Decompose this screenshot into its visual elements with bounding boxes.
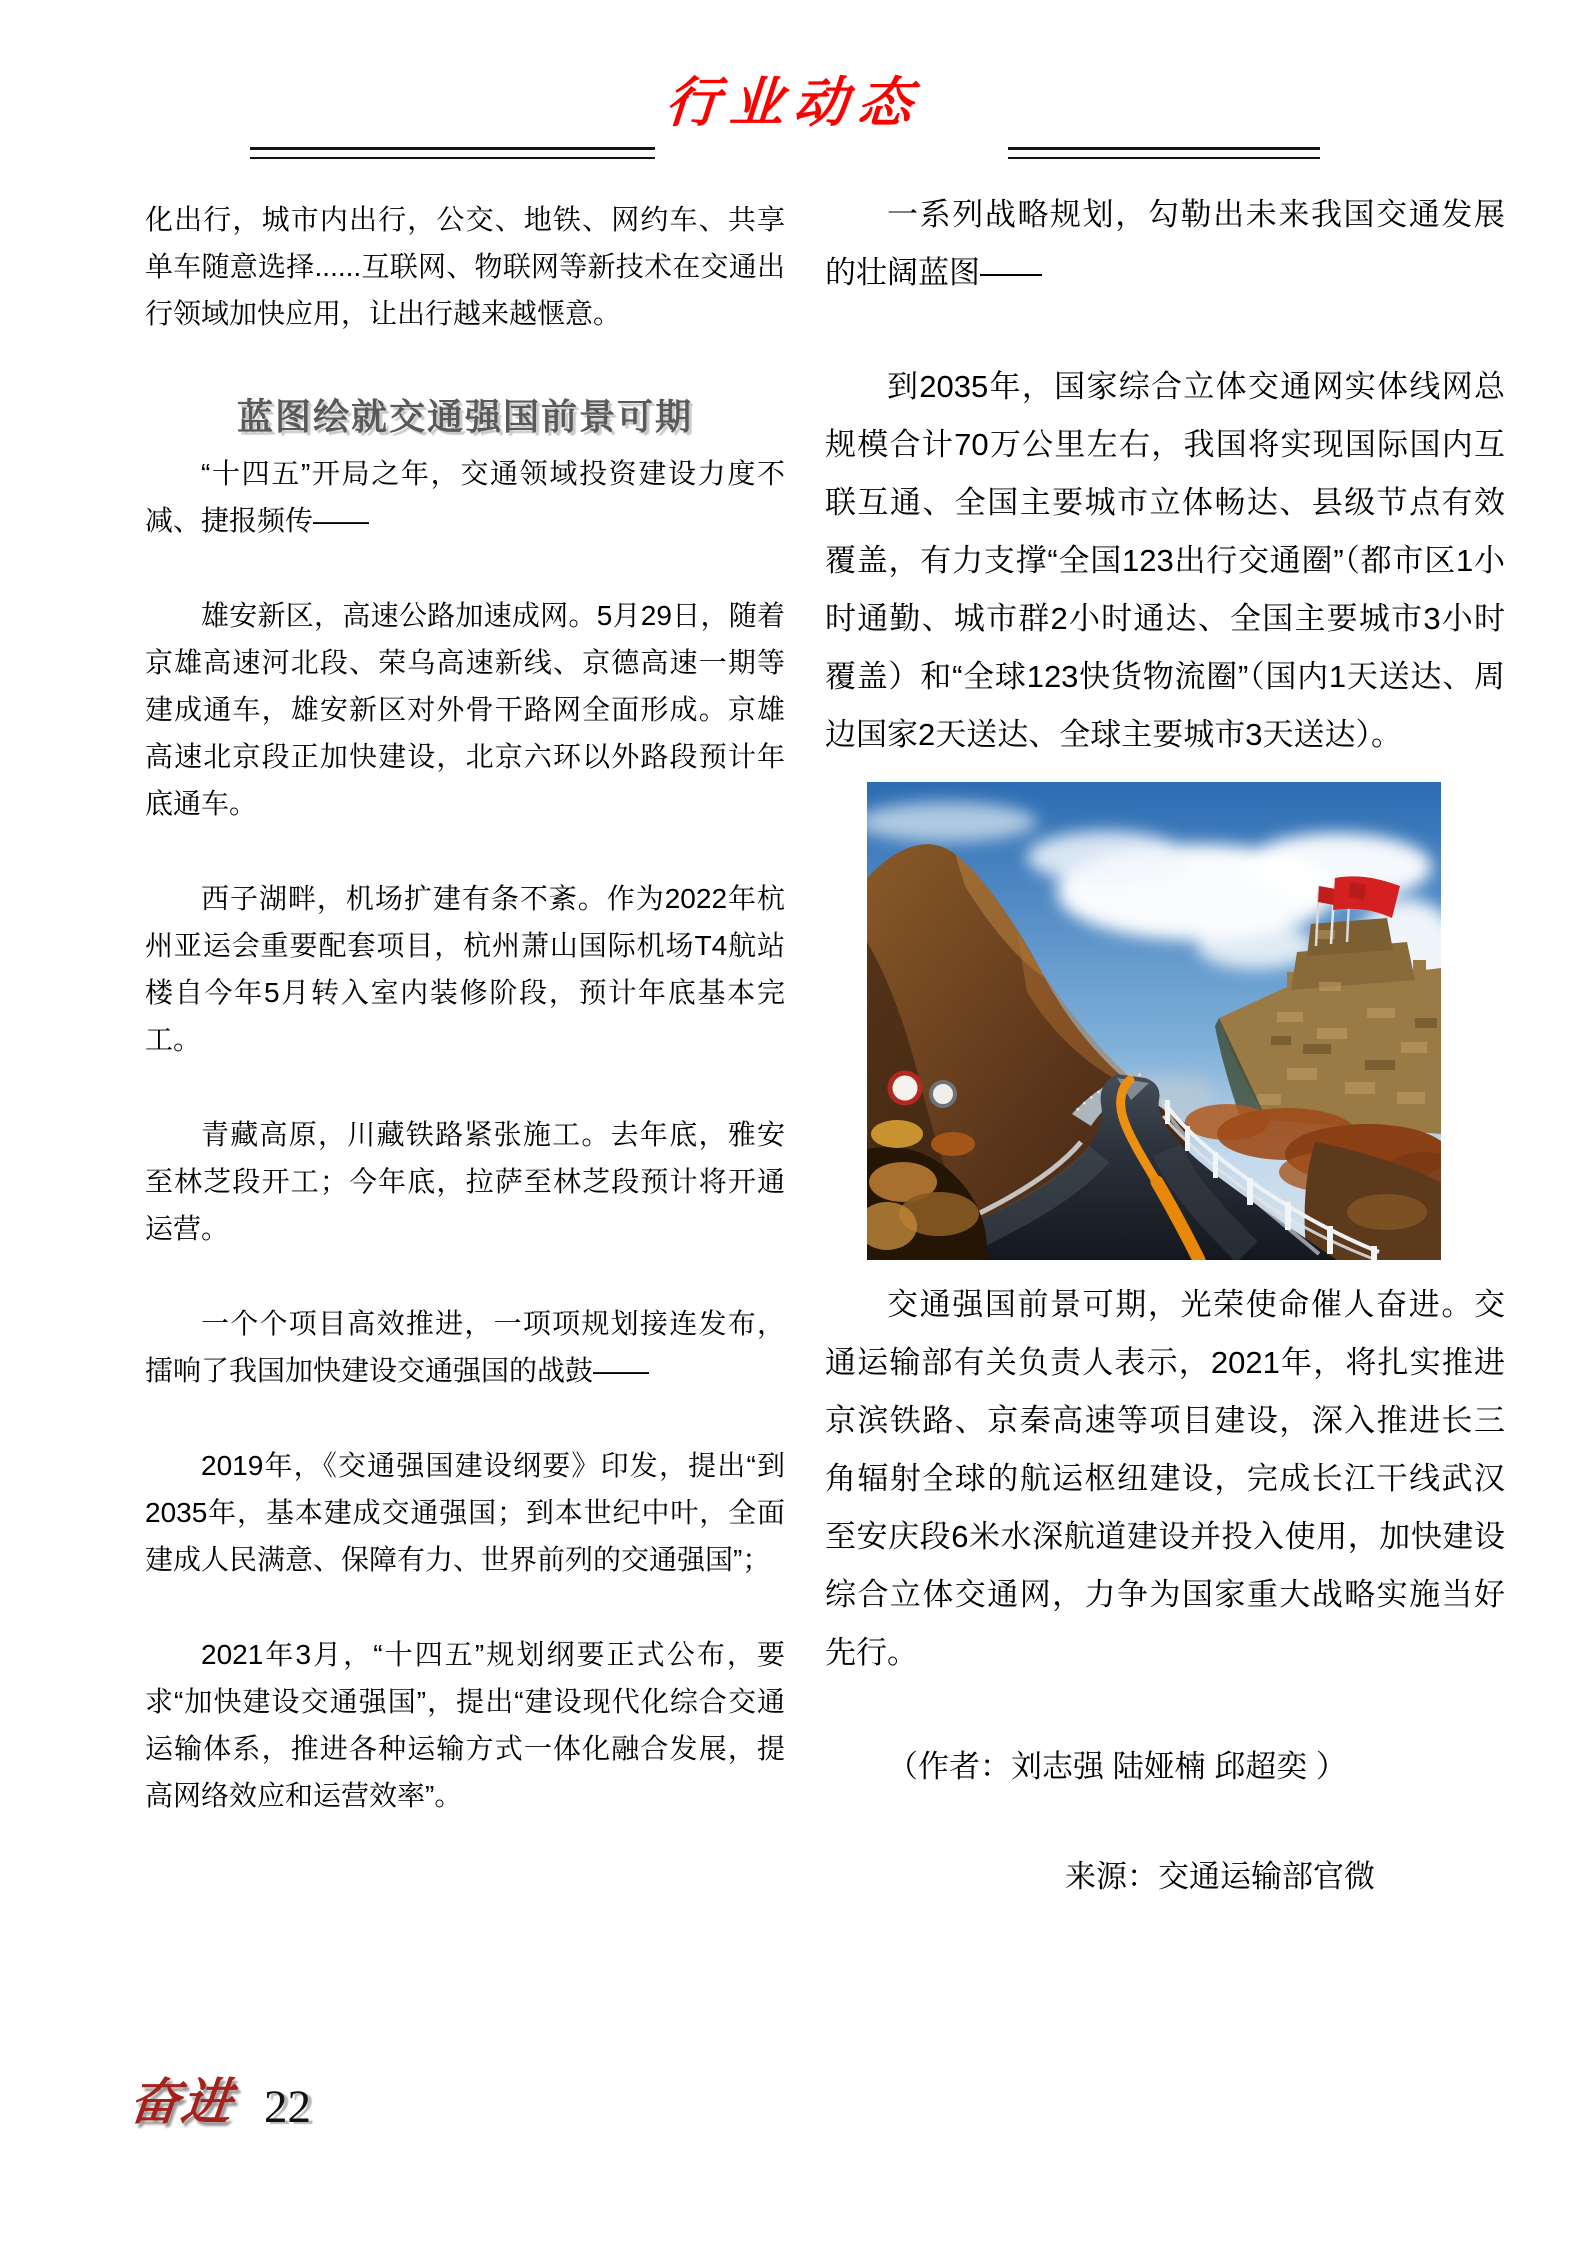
paragraph: 2019年，《交通强国建设纲要》印发，提出“到2035年，基本建成交通强国；到本世纪中叶，全面建成人民满意、保障有力、世界前列的交通强国”；: [145, 1450, 785, 1575]
section-heading: 蓝图绘就交通强国前景可期: [236, 396, 693, 437]
header-rule-left: [250, 147, 655, 159]
paragraph: 化出行，城市内出行，公交、地铁、网约车、共享单车随意选择......互联网、物联网等新技术在交通出行领域加快应用，让出行越来越惬意。: [145, 204, 785, 329]
paragraph: 雄安新区，高速公路加速成网。5月29日，随着京雄高速河北段、荣乌高速新线、京德高速一期等建成通车，雄安新区对外骨干路网全面形成。京雄高速北京段正加快建设，北京六环以外路段预计年底通车。: [145, 600, 785, 819]
header-rule-right: [1008, 147, 1320, 159]
paragraph: 交通强国前景可期，光荣使命催人奋进。交通运输部有关负责人表示，2021年，将扎实推进京滨铁路、京秦高速等项目建设，深入推进长三角辐射全球的航运枢纽建设，完成长江干线武汉至安庆段6米水深航道建设并投入使用，加快建设综合立体交通网，力争为国家重大战略实施当好先行。: [825, 1287, 1505, 1670]
mountain-road-photo: [867, 782, 1441, 1260]
paragraph: 一系列战略规划，勾勒出未来我国交通发展的壮阔蓝图——: [825, 197, 1505, 290]
paragraph: 西子湖畔，机场扩建有条不紊。作为2022年杭州亚运会重要配套项目，杭州萧山国际机场T4航站楼自今年5月转入室内装修阶段，预计年底基本完工。: [145, 883, 785, 1055]
paragraph: “十四五”开局之年，交通领域投资建设力度不减、捷报频传——: [145, 458, 785, 536]
source-line: 来源：交通运输部官微: [1065, 1859, 1375, 1894]
paragraph: 2021年3月，“十四五”规划纲要正式公布，要求“加快建设交通强国”，提出“建设现代化综合交通运输体系，推进各种运输方式一体化融合发展，提高网络效应和运营效率”。: [145, 1639, 785, 1811]
journal-brand: 奋进: [126, 2074, 237, 2130]
page-footer: [126, 2062, 311, 2134]
page-number: 22: [264, 2081, 311, 2133]
right-column: [825, 186, 1505, 1906]
page-title: 行业动态: [663, 73, 924, 133]
paragraph: 到2035年，国家综合立体交通网实体线网总规模合计70万公里左右，我国将实现国际国内互联互通、全国主要城市立体畅达、县级节点有效覆盖，有力支撑“全国123出行交通圈”（都市区1小时通勤、城市群2小时通达、全国主要城市3小时覆盖）和“全球123快货物流圈”（国内1天送达、周边国家2天送达、全球主要城市3天送达）。: [825, 369, 1505, 752]
paragraph: 青藏高原，川藏铁路紧张施工。去年底，雅安至林芝段开工；今年底，拉萨至林芝段预计将开通运营。: [145, 1119, 785, 1244]
article-photo: [867, 782, 1441, 1260]
authors-line: （作者：刘志强 陆娅楠 邱超奕 ）: [887, 1749, 1347, 1784]
left-column: [145, 196, 785, 1867]
paragraph: 一个个项目高效推进，一项项规划接连发布，擂响了我国加快建设交通强国的战鼓——: [145, 1308, 785, 1386]
